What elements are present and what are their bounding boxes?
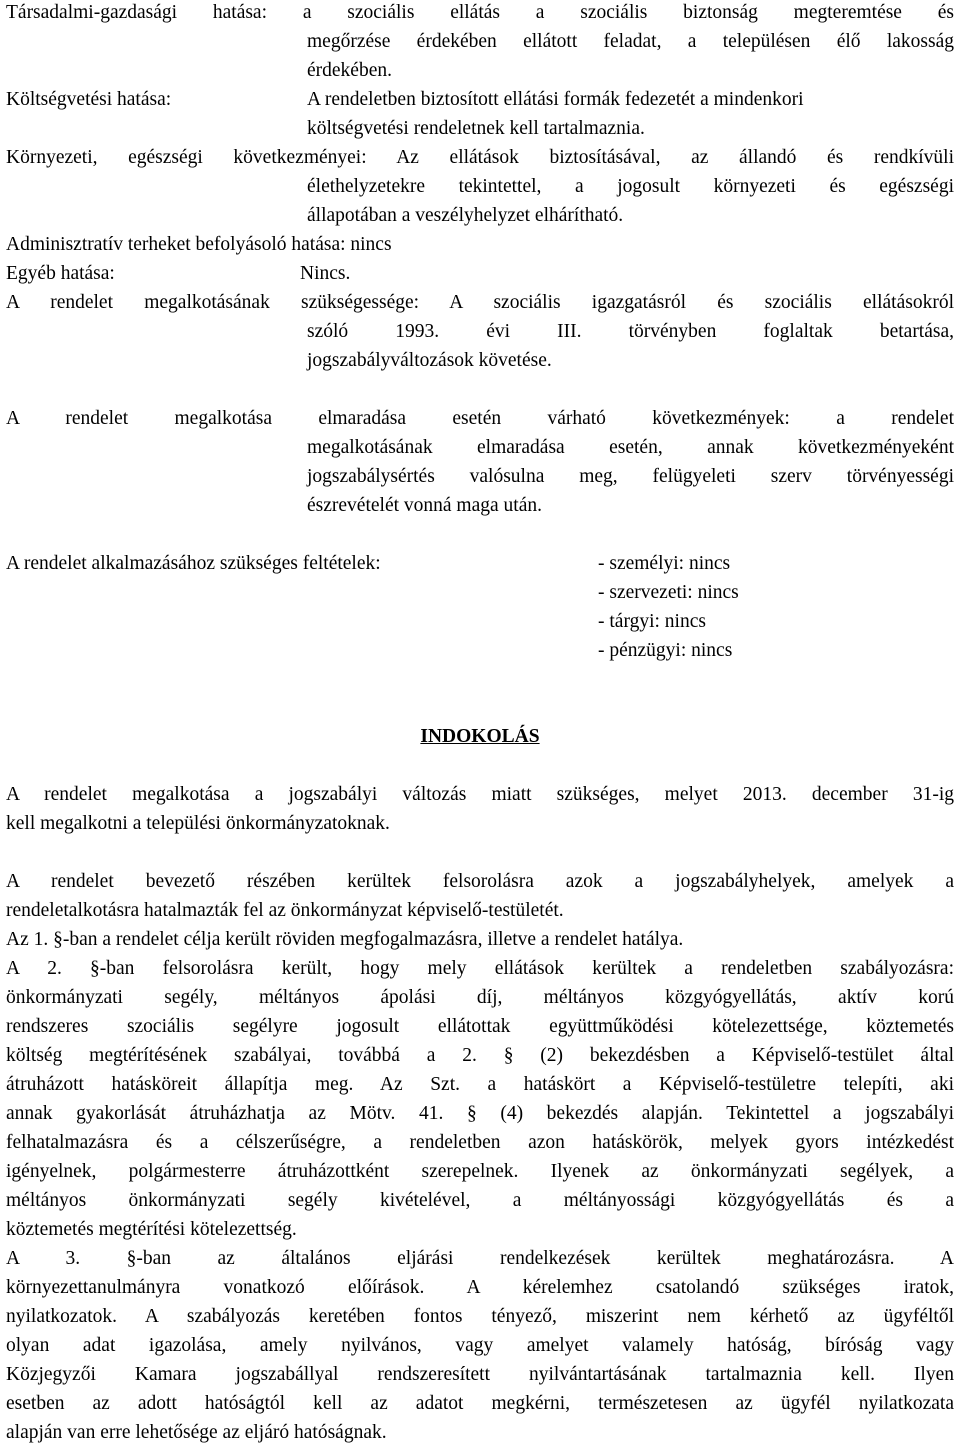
social-impact-line2: megőrzése érdekében ellátott feladat, a településen élő lakosság [307, 31, 954, 52]
env-impact-label: Környezeti, egészségi következményei: [6, 147, 367, 168]
budget-impact-line1 [6, 85, 954, 114]
failure-consequence-line3: jogszabálysértés valósulna meg, felügyeleti szerv törvényességi [307, 466, 954, 487]
justification-p5-line5: Közjegyzői Kamara jogszabállyal rendszeresített nyilvántartásának tartalmaznia kell. Ilyen [6, 1364, 954, 1385]
social-impact-text: a szociális ellátás a szociális biztonság megteremtése és [302, 2, 954, 23]
necessity-line3: jogszabályváltozások követése. [307, 350, 552, 371]
env-impact-line3: állapotában a veszélyhelyzet elhárítható. [307, 205, 624, 226]
justification-p2-line2: rendeletalkotásra hatalmazták fel az önkormányzat képviselő-testületét. [6, 900, 564, 921]
condition-organizational: - szervezeti: nincs [598, 582, 739, 603]
conditions-list [598, 549, 739, 665]
other-impact-line [6, 259, 954, 288]
justification-p3-line1: Az 1. §-ban a rendelet célja került röviden megfogalmazásra, illetve a rendelet hatálya. [6, 929, 684, 950]
other-impact-label: Egyéb hatása: [6, 263, 115, 284]
social-impact-line1 [6, 0, 954, 27]
necessity-label: A rendelet megalkotásának szükségessége: [6, 292, 420, 313]
condition-personal: - személyi: nincs [598, 553, 731, 574]
failure-consequence-line4: észrevételét vonná maga után. [307, 495, 542, 516]
justification-p5-line7: alapján van erre lehetősége az eljáró hatóságnak. [6, 1422, 387, 1443]
justification-p5-line4: olyan adat igazolása, amely nyilvános, vagy amelyet valamely hatóság, bíróság vagy [6, 1335, 954, 1356]
necessity-line2: szóló 1993. évi III. törvényben foglaltak betartása, [307, 321, 954, 342]
justification-p4-line3: rendszeres szociális segélyre jogosult ellátottak együttműködési kötelezettsége, köztemetés [6, 1016, 954, 1037]
justification-p4-line2: önkormányzati segély, méltányos ápolási díj, méltányos közgyógyellátás, aktív korú [6, 987, 954, 1008]
failure-consequence-line1 [6, 404, 954, 433]
justification-p5-line3: nyilatkozatok. A szabályozás keretében fontos tényező, miszerint nem kérhető az ügyféltől [6, 1306, 954, 1327]
env-impact-text: Az ellátások biztosításával, az állandó és rendkívüli [396, 147, 954, 168]
justification-p2-line1: A rendelet bevezető részében kerültek felsorolásra azok a jogszabályhelyek, amelyek a [6, 871, 954, 892]
justification-p4-line5: átruházott hatásköreit állapítja meg. Az Szt. a hatáskört a Képviselő-testületre telepíti, aki [6, 1074, 954, 1095]
justification-p4-line7: felhatalmazásra és a célszerűségre, a rendeletben azon hatáskörök, melyek gyors intézkedést [6, 1132, 954, 1153]
conditions-label: A rendelet alkalmazásához szükséges feltételek: [6, 553, 381, 574]
justification-p4-line10: köztemetés megtérítési kötelezettség. [6, 1219, 297, 1240]
other-impact-text: Nincs. [300, 263, 351, 284]
condition-financial: - pénzügyi: nincs [598, 640, 733, 661]
justification-p4-line6: annak gyakorlását átruházhatja az Mötv. 41. § (4) bekezdés alapján. Tekintettel a jogszabályi [6, 1103, 954, 1124]
justification-p5-line2: környezettanulmányra vonatkozó előírások. A kérelemhez csatolandó szükséges iratok, [6, 1277, 954, 1298]
social-impact-line3: érdekében. [307, 60, 392, 81]
justification-p5-line1: A 3. §-ban az általános eljárási rendelkezések kerültek meghatározásra. A [6, 1248, 954, 1269]
justification-p4-line9: méltányos önkormányzati segély kivételével, a méltányossági közgyógyellátás és a [6, 1190, 954, 1211]
budget-impact-label: Költségvetési hatása: [6, 89, 172, 110]
justification-heading: INDOKOLÁS [420, 726, 540, 747]
necessity-line1 [6, 288, 954, 317]
failure-consequence-label: A rendelet megalkotása elmaradása esetén várható következmények: [6, 408, 790, 429]
justification-p1-line2: kell megalkotni a települési önkormányzatoknak. [6, 813, 390, 834]
env-impact-line2: élethelyzetekre tekintettel, a jogosult környezeti és egészségi [307, 176, 954, 197]
justification-p4-line8: igényelnek, polgármesterre átruházottként szerepelnek. Ilyenek az önkormányzati segélyek, a [6, 1161, 954, 1182]
necessity-text: A szociális igazgatásról és szociális ellátásokról [449, 292, 954, 313]
admin-burden-line: Adminisztratív terheket befolyásoló hatása: nincs [6, 234, 392, 255]
failure-consequence-line2: megalkotásának elmaradása esetén, annak következményeként [307, 437, 954, 458]
social-impact-label: Társadalmi-gazdasági hatása: [6, 2, 268, 23]
failure-consequence-text: a rendelet [836, 408, 954, 429]
justification-p5-line6: esetben az adott hatóságtól kell az adatot megkérni, természetesen az ügyfél nyilatkozata [6, 1393, 954, 1414]
condition-material: - tárgyi: nincs [598, 611, 706, 632]
justification-p4-line4: költség megtérítésének szabályai, továbbá a 2. § (2) bekezdésben a Képviselő-testület által [6, 1045, 954, 1066]
env-impact-line1 [6, 143, 954, 172]
budget-impact-line2: költségvetési rendeletnek kell tartalmaznia. [307, 118, 645, 139]
budget-impact-text: A rendeletben biztosított ellátási formák fedezetét a mindenkori [307, 89, 804, 110]
justification-p4-line1: A 2. §-ban felsorolásra került, hogy mely ellátások kerültek a rendeletben szabályozásra: [6, 958, 954, 979]
justification-p1-line1: A rendelet megalkotása a jogszabályi változás miatt szükséges, melyet 2013. december 31-ig [6, 784, 954, 805]
